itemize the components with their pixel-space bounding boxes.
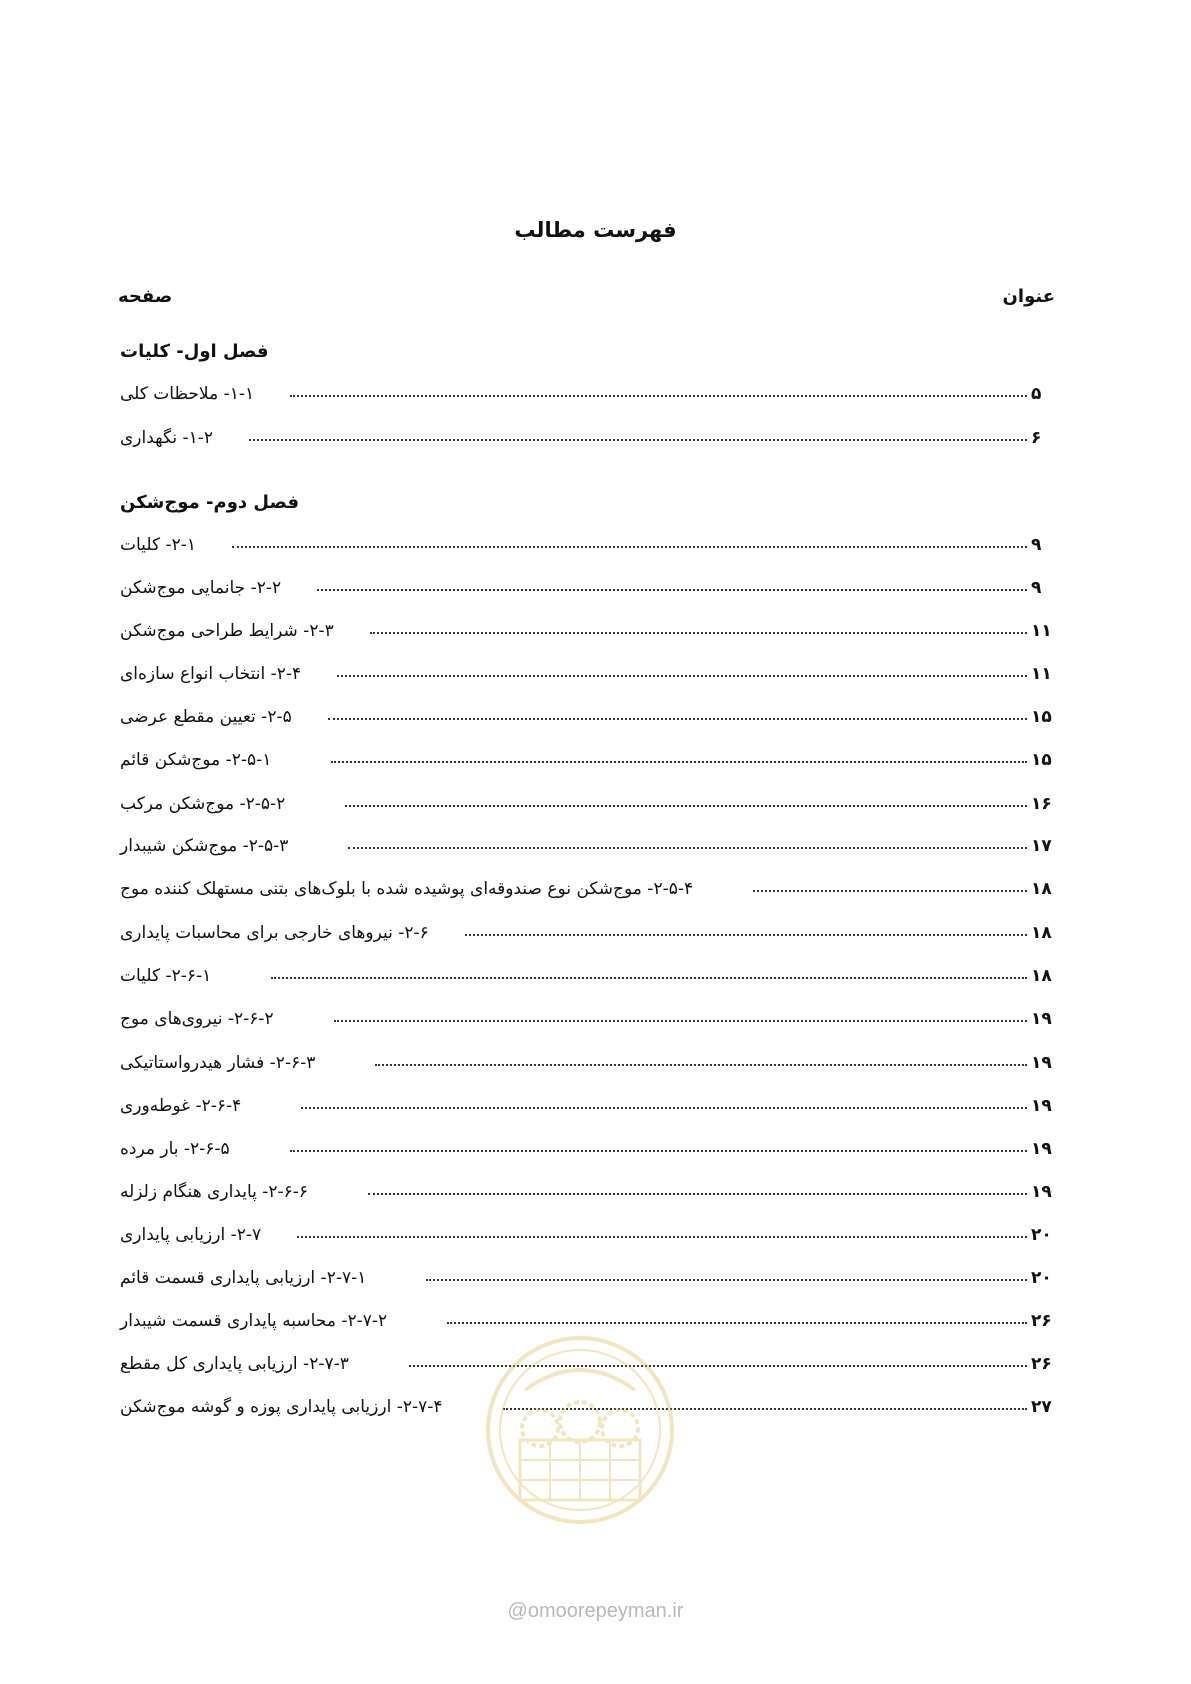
toc-entry — [118, 784, 1055, 814]
toc-entry — [118, 956, 1055, 986]
toc-entry-title: ۲-۷-۳- ارزیابی پایداری کل مقطع — [120, 1354, 349, 1374]
toc-page-number: ۱۵ — [1031, 707, 1052, 727]
toc-page-number: ۹ — [1031, 535, 1042, 555]
dot-leader — [328, 718, 1027, 720]
dot-leader — [232, 546, 1027, 548]
toc-entry-title: ۲-۷-۴- ارزیابی پایداری پوزه و گوشه موج‌شکن — [120, 1397, 443, 1417]
toc-entry — [118, 611, 1055, 641]
toc-page-number: ۱۸ — [1031, 879, 1052, 899]
toc-entry-title: ۲-۶-۳- فشار هیدرواستاتیکی — [120, 1053, 316, 1073]
toc-page-number: ۲۶ — [1031, 1311, 1052, 1331]
dot-leader — [301, 1107, 1027, 1109]
toc-entry-title: ۲-۶-۵- بار مرده — [120, 1139, 230, 1159]
dot-leader — [317, 589, 1027, 591]
toc-entry-title: ۲-۶-۲- نیروی‌های موج — [120, 1009, 274, 1029]
dot-leader — [337, 675, 1027, 677]
toc-entry — [118, 1301, 1055, 1331]
toc-entry-title: ۲-۶-۱- کلیات — [120, 966, 212, 986]
toc-entry — [118, 1215, 1055, 1245]
dot-leader — [271, 977, 1027, 979]
toc-page-number: ۱۸ — [1031, 923, 1052, 943]
dot-leader — [249, 439, 1027, 441]
toc-page-number: ۱۸ — [1031, 966, 1052, 986]
toc-entry-title: ۲-۷- ارزیابی پایداری — [120, 1225, 262, 1245]
dot-leader — [368, 1193, 1027, 1195]
seal-watermark — [480, 1330, 680, 1530]
toc-entry — [118, 826, 1055, 856]
toc-entry-title: ۲-۱- کلیات — [120, 535, 196, 555]
toc-entry — [118, 1129, 1055, 1159]
toc-entry-title: ۲-۷-۱- ارزیابی پایداری قسمت قائم — [120, 1268, 367, 1288]
toc-entry — [118, 374, 1055, 404]
dot-leader — [345, 805, 1027, 807]
toc-entry-title: ۲-۵-۱- موج‌شکن قائم — [120, 750, 272, 770]
toc-page-number: ۵ — [1031, 384, 1042, 404]
toc-entry-title: فصل دوم- موج‌شکن — [120, 492, 299, 513]
toc-page-number: ۲۶ — [1031, 1354, 1052, 1374]
toc-entry — [118, 697, 1055, 727]
toc-page-number: ۱۹ — [1031, 1009, 1052, 1029]
toc-page-number: ۲۷ — [1031, 1397, 1052, 1417]
toc-entry-title: ۲-۶- نیروهای خارجی برای محاسبات پایداری — [120, 923, 429, 943]
toc-page-number: ۲۰ — [1031, 1268, 1052, 1288]
toc-entry-title: ۲-۵- تعیین مقطع عرضی — [120, 707, 292, 727]
dot-leader — [370, 632, 1027, 634]
toc-page-number: ۱۶ — [1031, 794, 1052, 814]
toc-entry-title: ۲-۶-۴- غوطه‌وری — [120, 1096, 242, 1116]
toc-entry — [118, 418, 1055, 448]
toc-entry-title: ۲-۵-۴- موج‌شکن نوع صندوقه‌ای پوشیده شده با بلوک‌های بتنی مستهلک کننده موج — [120, 879, 694, 899]
toc-entry-title: ۲-۶-۶- پایداری هنگام زلزله — [120, 1182, 309, 1202]
dot-leader — [297, 1236, 1027, 1238]
dot-leader — [465, 934, 1027, 936]
column-page-header: صفحه — [118, 286, 173, 307]
toc-entry — [118, 869, 1055, 899]
toc-entry-title: ۲-۵-۳- موج‌شکن شیبدار — [120, 836, 289, 856]
toc-entry — [118, 1043, 1055, 1073]
toc-page-number: ۱۱ — [1031, 664, 1052, 684]
dot-leader — [334, 1020, 1027, 1022]
toc-entry-title: ۱-۱- ملاحظات کلی — [120, 384, 255, 404]
toc-entry — [118, 1086, 1055, 1116]
dot-leader — [447, 1322, 1027, 1324]
toc-page-number: ۱۹ — [1031, 1182, 1052, 1202]
toc-page-number: ۹ — [1031, 578, 1042, 598]
dot-leader — [290, 395, 1027, 397]
toc-entry-title: ۲-۵-۲- موج‌شکن مرکب — [120, 794, 286, 814]
toc-entry-title: ۲-۲- جانمایی موج‌شکن — [120, 578, 282, 598]
toc-entry-title: ۲-۳- شرایط طراحی موج‌شکن — [120, 621, 334, 641]
dot-leader — [331, 761, 1027, 763]
toc-page-number: ۱۹ — [1031, 1139, 1052, 1159]
toc-entry — [118, 525, 1055, 555]
toc-page-number: ۲۰ — [1031, 1225, 1052, 1245]
toc-entry — [118, 654, 1055, 684]
toc-entry-title: ۲-۴- انتخاب انواع سازه‌ای — [120, 664, 302, 684]
dot-leader — [290, 1150, 1027, 1152]
toc-page-number: ۱۱ — [1031, 621, 1052, 641]
toc-page-number: ۱۹ — [1031, 1053, 1052, 1073]
toc-entry — [118, 999, 1055, 1029]
toc-entry-title: ۲-۷-۲- محاسبه پایداری قسمت شیبدار — [120, 1311, 388, 1331]
toc-chapter-heading — [118, 332, 1055, 362]
toc-page-number: ۱۷ — [1031, 836, 1052, 856]
dot-leader — [426, 1279, 1027, 1281]
toc-page-number: ۶ — [1031, 428, 1042, 448]
toc-entry-title: ۱-۲- نگهداری — [120, 428, 214, 448]
toc-page-number: ۱۹ — [1031, 1096, 1052, 1116]
toc-title: فهرست مطالب — [514, 218, 677, 242]
toc-entry — [118, 568, 1055, 598]
toc-entry — [118, 913, 1055, 943]
toc-entry — [118, 1172, 1055, 1202]
dot-leader — [375, 1064, 1027, 1066]
dot-leader — [348, 847, 1027, 849]
toc-chapter-heading — [118, 483, 1055, 513]
column-title-header: عنوان — [1002, 286, 1055, 307]
toc-page-number: ۱۵ — [1031, 750, 1052, 770]
toc-entry — [118, 740, 1055, 770]
toc-entry — [118, 1258, 1055, 1288]
toc-entry-title: فصل اول- کلیات — [120, 341, 269, 362]
watermark-site-text: @omoorepeyman.ir — [507, 1600, 684, 1622]
dot-leader — [753, 890, 1027, 892]
